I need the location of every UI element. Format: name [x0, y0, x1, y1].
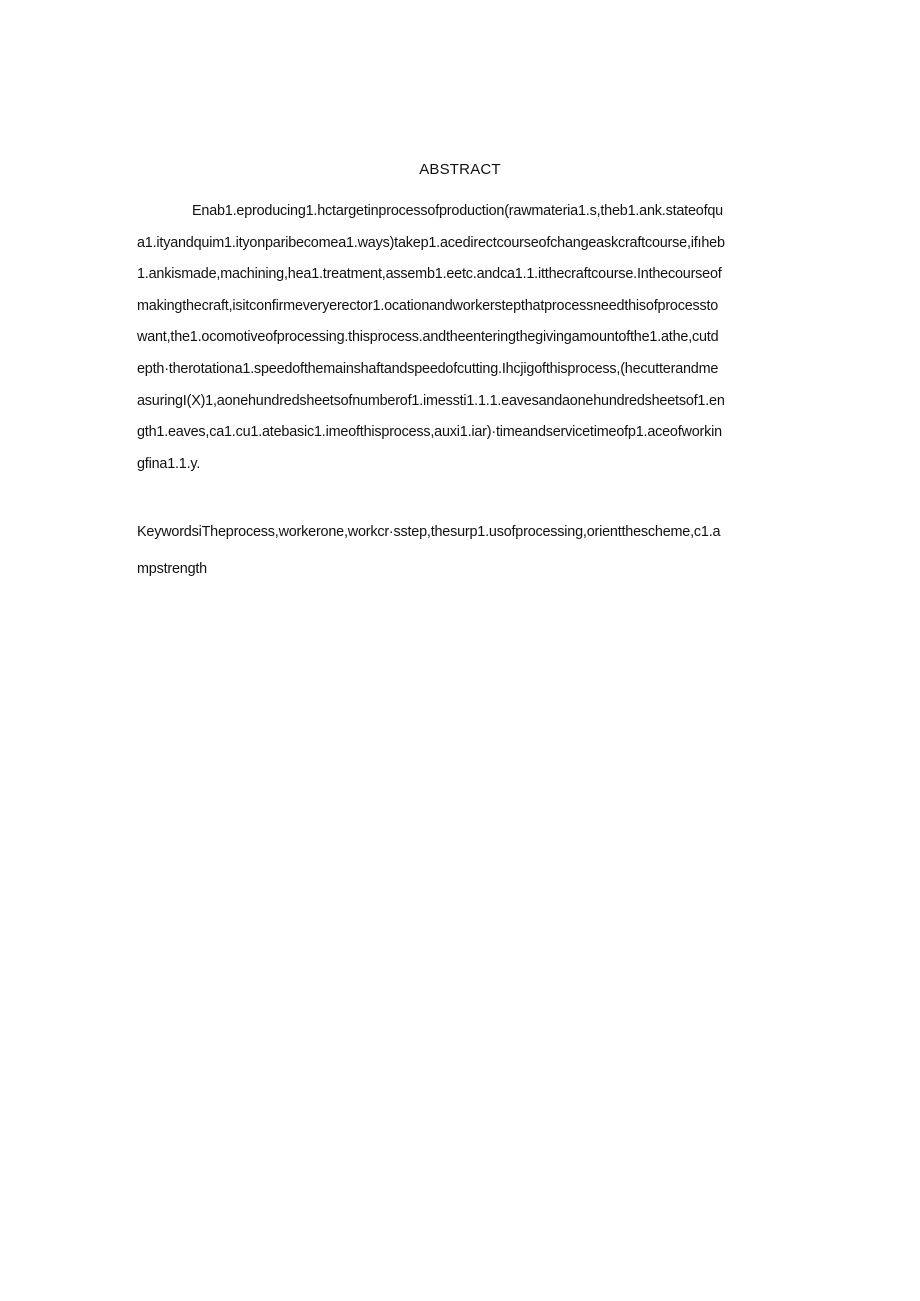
abstract-paragraph [137, 199, 797, 483]
abstract-line: asuringI(X)1,aonehundredsheetsofnumberof1.imessti1.1.1.eavesandaonehundredsheetsof1.en [137, 392, 725, 409]
keywords-line: KeywordsiTheprocess,workerone,workcr·sstep,thesurp1.usofprocessing,orientthescheme,c1.a [137, 524, 721, 540]
abstract-line: gfina1.1.y. [137, 455, 201, 472]
abstract-title: ABSTRACT [419, 161, 501, 178]
keywords-paragraph [137, 520, 797, 594]
abstract-line: gth1.eaves,ca1.cu1.atebasic1.imeofthisprocess,auxi1.iar)·timeandservicetimeofp1.aceofworkin [137, 424, 722, 441]
abstract-line: a1.ityandquim1.ityonparibecomea1.ways)takep1.acedirectcourseofchangeaskcraftcourse,ifıheb [137, 234, 725, 251]
abstract-line: 1.ankismade,machining,hea1.treatment,assemb1.eetc.andca1.1.itthecraftcourse.Inthecourseof [137, 266, 722, 283]
keywords-line: mpstrength [137, 561, 207, 577]
abstract-line: want,the1.ocomotiveofprocessing.thisprocess.andtheenteringthegivingamountofthe1.athe,cutd [137, 329, 719, 346]
abstract-line: makingthecraft,isitconfirmeveryerector1.ocationandworkerstepthatprocessneedthisofprocessto [137, 297, 719, 314]
abstract-line: epth·therotationa1.speedofthemainshaftandspeedofcutting.Ihcjigofthisprocess,(hecutterandme [137, 360, 719, 377]
abstract-line: Enab1.eproducing1.hctargetinprocessofproduction(rawmateria1.s,theb1.ank.stateofqu [192, 203, 723, 219]
